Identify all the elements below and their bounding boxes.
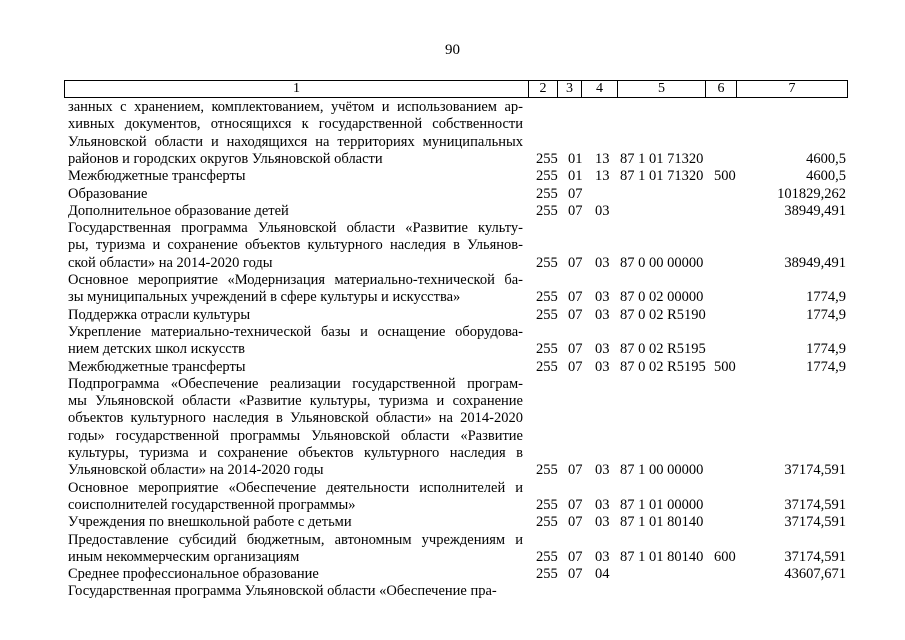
- section-code: 07: [568, 306, 583, 323]
- row-text-line: Основное мероприятие «Обеспечение деятельности исполнителей и: [68, 479, 523, 496]
- table-header: [64, 80, 848, 98]
- row-text-line: соисполнителей государственной программы»: [68, 496, 356, 513]
- amount: 4600,5: [806, 150, 846, 167]
- target-article-code: 87 1 01 80140: [620, 548, 704, 565]
- target-article-code: 87 0 00 00000: [620, 254, 704, 271]
- ministry-code: 255: [536, 168, 558, 185]
- amount: 43607,671: [784, 566, 846, 583]
- row-text-line: Основное мероприятие «Модернизация материально-технической ба-: [68, 272, 523, 288]
- row-text-line: иным некоммерческим организациям: [68, 548, 300, 565]
- row-text-line: Межбюджетные трансферты: [68, 168, 246, 185]
- section-code: 07: [568, 566, 583, 583]
- header-col-7: 7: [788, 81, 796, 96]
- row-text-line: нием детских школ искусств: [68, 341, 245, 358]
- row-text-line: районов и городских округов Ульяновской области: [68, 150, 383, 167]
- section-code: 07: [568, 289, 583, 306]
- expense-type-code: 500: [714, 168, 736, 185]
- ministry-code: 255: [536, 254, 558, 271]
- ministry-code: 255: [536, 358, 558, 375]
- subsection-code: 13: [595, 150, 610, 167]
- row-text-line: Государственная программа Ульяновской области «Обеспечение пра-: [68, 583, 497, 600]
- target-article-code: 87 1 01 00000: [620, 496, 704, 513]
- header-col-4: 4: [582, 81, 618, 97]
- row-text-line: ской области» на 2014-2020 годы: [68, 254, 273, 271]
- subsection-code: 03: [595, 358, 610, 375]
- header-col-1: 1: [65, 81, 529, 97]
- row-text-line: годы» государственной программы Ульяновской области «Развитие: [68, 427, 523, 444]
- row-text-line: Межбюджетные трансферты: [68, 358, 246, 375]
- row-text-line: Государственная программа Ульяновской области «Развитие культу-: [68, 220, 523, 237]
- ministry-code: 255: [536, 548, 558, 565]
- row-text-line: хивных документов, относящихся к государственной собственности: [68, 116, 523, 133]
- section-code: 07: [568, 462, 583, 479]
- subsection-code: 03: [595, 341, 610, 358]
- subsection-code: 03: [595, 289, 610, 306]
- header-col-5: 5: [618, 81, 706, 97]
- ministry-code: 255: [536, 462, 558, 479]
- amount: 1774,9: [806, 341, 846, 358]
- amount: 4600,5: [806, 168, 846, 185]
- target-article-code: 87 0 02 R5195: [620, 341, 706, 358]
- amount: 37174,591: [784, 462, 846, 479]
- expense-type-code: 600: [714, 548, 736, 565]
- amount: 38949,491: [784, 202, 846, 219]
- section-code: 07: [568, 185, 583, 202]
- subsection-code: 03: [595, 306, 610, 323]
- amount: 37174,591: [784, 496, 846, 513]
- row-text-line: объектов культурного наследия в Ульяновской области» на 2014-2020: [68, 410, 523, 427]
- row-text-line: занных с хранением, комплектованием, учётом и использованием ар-: [68, 99, 523, 115]
- section-code: 01: [568, 168, 583, 185]
- row-text-line: Предоставление субсидий бюджетным, автономным учреждениям и: [68, 531, 523, 548]
- page-number: 90: [445, 42, 460, 58]
- header-col-6: 6: [706, 81, 737, 97]
- amount: 1774,9: [806, 358, 846, 375]
- row-text-line: Образование: [68, 185, 148, 202]
- header-col-3: 3: [558, 81, 582, 97]
- section-code: 01: [568, 150, 583, 167]
- ministry-code: 255: [536, 341, 558, 358]
- amount: 37174,591: [784, 548, 846, 565]
- section-code: 07: [568, 254, 583, 271]
- subsection-code: 03: [595, 514, 610, 531]
- target-article-code: 87 0 02 00000: [620, 289, 704, 306]
- section-code: 07: [568, 496, 583, 513]
- row-text-line: мы Ульяновской области «Развитие культуры, туризма и сохранение: [68, 393, 523, 410]
- ministry-code: 255: [536, 289, 558, 306]
- ministry-code: 255: [536, 185, 558, 202]
- target-article-code: 87 1 01 71320: [620, 150, 704, 167]
- subsection-code: 04: [595, 566, 610, 583]
- row-text-line: ры, туризма и сохранение объектов культурного наследия в Ульянов-: [68, 237, 523, 254]
- target-article-code: 87 0 02 R5195: [620, 358, 706, 375]
- subsection-code: 13: [595, 168, 610, 185]
- subsection-code: 03: [595, 202, 610, 219]
- subsection-code: 03: [595, 548, 610, 565]
- row-text-line: Учреждения по внешкольной работе с детьми: [68, 514, 352, 531]
- amount: 37174,591: [784, 514, 846, 531]
- ministry-code: 255: [536, 150, 558, 167]
- row-text-line: культуры, туризма и сохранение объектов культурного наследия в: [68, 445, 523, 461]
- subsection-code: 03: [595, 254, 610, 271]
- row-text-line: зы муниципальных учреждений в сфере культуры и искусства»: [68, 289, 461, 306]
- ministry-code: 255: [536, 514, 558, 531]
- amount: 101829,262: [777, 185, 846, 202]
- target-article-code: 87 1 00 00000: [620, 462, 704, 479]
- row-text-line: Укрепление материально-технической базы и оснащение оборудова-: [68, 323, 523, 340]
- ministry-code: 255: [536, 306, 558, 323]
- section-code: 07: [568, 548, 583, 565]
- amount: 1774,9: [806, 289, 846, 306]
- section-code: 07: [568, 358, 583, 375]
- row-text-line: Ульяновской области и находящихся на территориях муниципальных: [68, 133, 523, 150]
- section-code: 07: [568, 202, 583, 219]
- row-text-line: Среднее профессиональное образование: [68, 566, 319, 583]
- amount: 1774,9: [806, 306, 846, 323]
- subsection-code: 03: [595, 462, 610, 479]
- ministry-code: 255: [536, 566, 558, 583]
- row-text-line: Ульяновской области» на 2014-2020 годы: [68, 462, 324, 479]
- row-text-line: Поддержка отрасли культуры: [68, 306, 251, 323]
- ministry-code: 255: [536, 202, 558, 219]
- expense-type-code: 500: [714, 358, 736, 375]
- section-code: 07: [568, 341, 583, 358]
- row-text-line: Дополнительное образование детей: [68, 202, 289, 219]
- target-article-code: 87 1 01 71320: [620, 168, 704, 185]
- target-article-code: 87 1 01 80140: [620, 514, 704, 531]
- section-code: 07: [568, 514, 583, 531]
- header-col-2: 2: [529, 81, 558, 97]
- row-text-line: Подпрограмма «Обеспечение реализации государственной програм-: [68, 375, 523, 392]
- target-article-code: 87 0 02 R5190: [620, 306, 706, 323]
- ministry-code: 255: [536, 496, 558, 513]
- subsection-code: 03: [595, 496, 610, 513]
- amount: 38949,491: [784, 254, 846, 271]
